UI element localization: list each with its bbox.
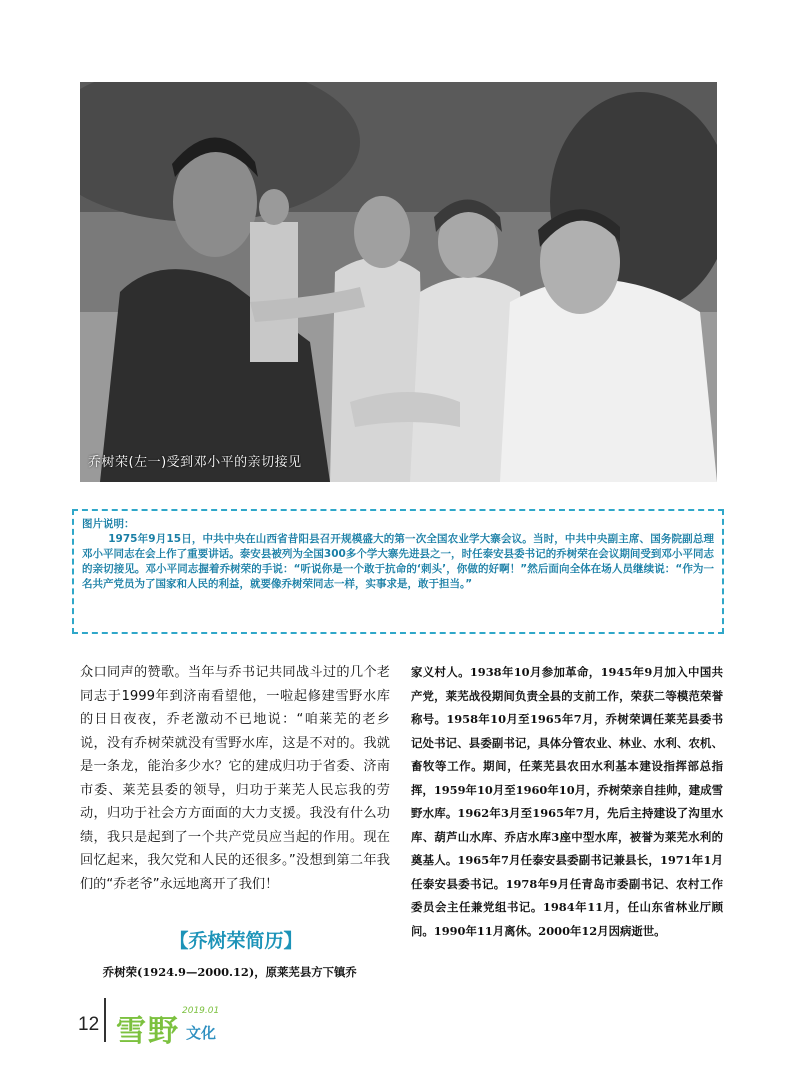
issue-number: 2019.01 — [182, 1006, 220, 1016]
photo-caption: 乔树荣(左一)受到邓小平的亲切接见 — [88, 455, 302, 470]
bio-intro: 乔树荣(1924.9—2000.12)，原莱芜县方下镇乔 — [102, 965, 357, 979]
article-right-column: 家义村人。1938年10月参加革命，1945年9月加入中国共产党，莱芜战役期间负责全县的支前工作，荣获二等模范荣誉称号。1958年10月至1965年7月，乔树荣调任莱芜县委书记处书记、县委副书记，具体分管农业、林业、水利、农机、畜牧等工作。期间，任莱芜县农田水利基本建设指挥部总指挥，1959年10月至1960年10月，乔树荣亲自挂帅，建成雪野水库。1962年3月至1965年7月，先后主持建设了沟里水库、葫芦山水库、乔店水库3座中型水库，被誉为莱芜水利的奠基人。1965年7月任泰安县委副书记兼县长，1971年1月任泰安县委书记。1978年9月任青岛市委副书记、农村工作委员会主任兼党组书记。1984年11月，任山东省林业厅顾问。1990年11月离休。2000年12月因病逝世。 — [411, 665, 723, 938]
historical-photo — [80, 82, 717, 482]
section-heading: 【乔树荣简历】 — [169, 930, 303, 952]
footer-divider — [104, 998, 106, 1042]
magazine-logo-sub: 文化 — [186, 1024, 217, 1042]
article-left-column: 众口同声的赞歌。当年与乔书记共同战斗过的几个老同志于1999年到济南看望他，一啦起修建雪野水库的日日夜夜，乔老激动不已地说：“咱莱芜的老乡说，没有乔树荣就没有雪野水库，这是不对的。我就是一条龙，能治多少水？它的建成归功于省委、济南市委、莱芜县委的领导，归功于莱芜人民忘我的劳动，归功于社会方方面面的大力支援。我没有什么功绩，我只是起到了一个共产党员应当起的作用。现在回忆起来，我欠党和人民的还很多。”没想到第二年我们的“乔老爷”永远地离开了我们！ — [80, 665, 390, 892]
caption-body: 1975年9月15日，中共中央在山西省昔阳县召开规模盛大的第一次全国农业学大寨会议。当时，中共中央副主席、国务院副总理邓小平同志在会上作了重要讲话。泰安县被列为全国300多个学大寨先进县之一，时任泰安县委书记的乔树荣在会议期间受到邓小平同志的亲切接见。邓小平同志握着乔树荣的手说：“听说你是一个敢于抗命的‘刺头’，你做的好啊！”然后面向全体在场人员继续说：“作为一名共产党员为了国家和人民的利益，就要像乔树荣同志一样，实事求是，敢于担当。” — [82, 533, 714, 590]
magazine-logo: 雪野 — [116, 1014, 180, 1049]
photo-description-box — [72, 509, 724, 634]
page-number: 12 — [78, 1014, 100, 1035]
caption-title: 图片说明： — [82, 518, 135, 530]
photo-illustration — [80, 82, 717, 482]
